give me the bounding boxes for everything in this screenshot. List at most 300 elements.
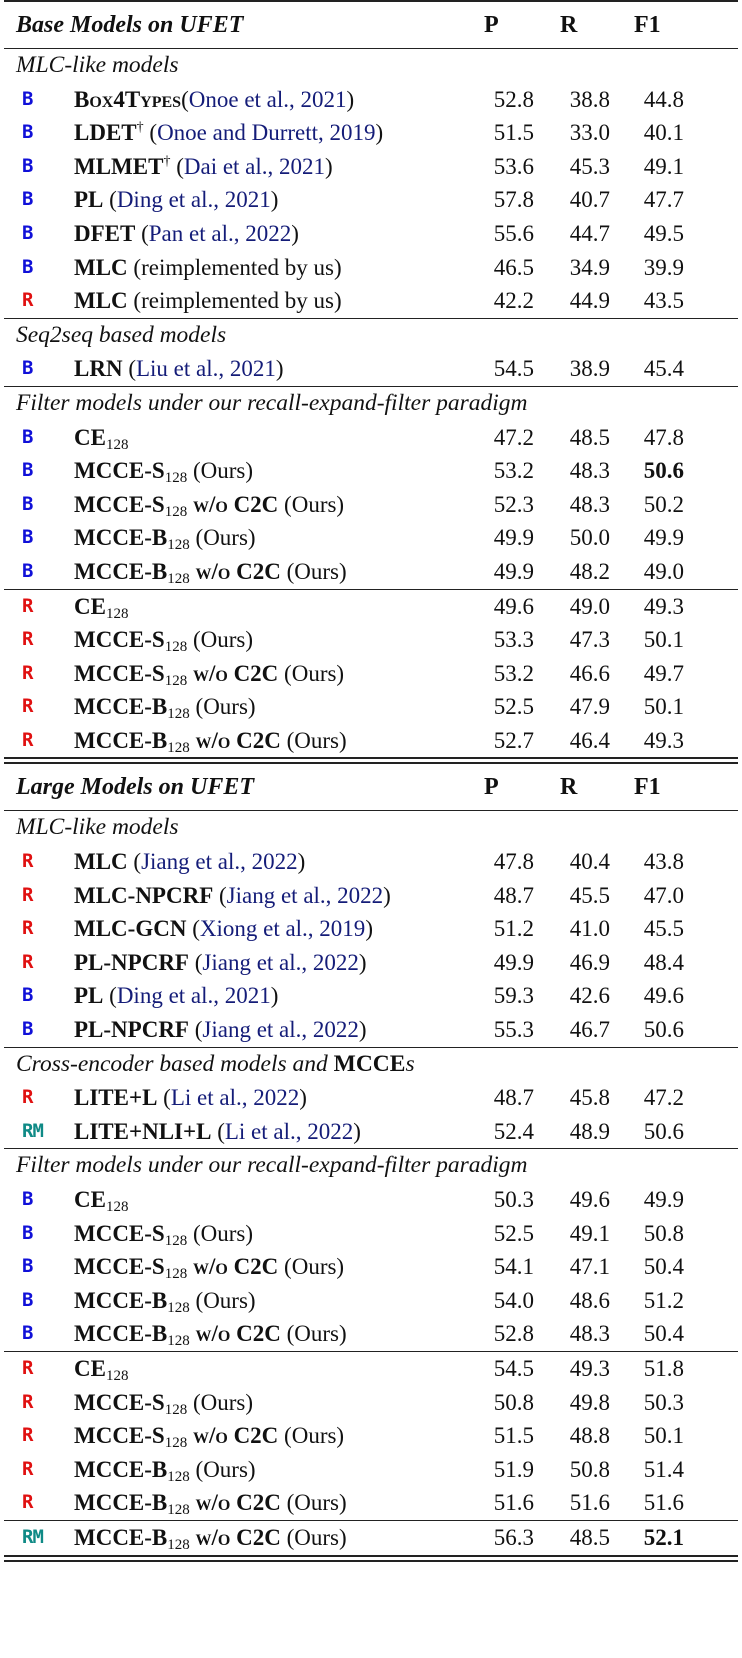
model-name-cell xyxy=(74,1419,344,1453)
column-header-p: P xyxy=(484,12,499,38)
f1-value: 51.4 xyxy=(643,1456,684,1482)
f1-value: 50.6 xyxy=(643,1017,684,1043)
f1-value: 50.3 xyxy=(643,1389,684,1415)
f1-value: 49.5 xyxy=(643,220,684,246)
section-label-text: Seq2seq based models xyxy=(16,321,227,348)
f1-value: 43.8 xyxy=(643,849,684,875)
backbone-tag: B xyxy=(22,357,33,380)
backbone-tag: R xyxy=(22,1086,33,1109)
model-name: PL xyxy=(74,983,104,1009)
results-table xyxy=(4,0,738,1562)
model-subscript: 128 xyxy=(105,436,129,453)
f1-value: 51.8 xyxy=(643,1355,684,1381)
precision-value: 53.2 xyxy=(493,660,534,686)
backbone-tag: B xyxy=(22,87,33,110)
model-name: MCCE-S xyxy=(74,627,165,653)
model-note: (reimplemented by us) xyxy=(133,254,342,280)
recall-value: 51.6 xyxy=(569,1490,610,1516)
model-name: LRN xyxy=(74,356,123,382)
table-row xyxy=(4,183,738,217)
model-name: CE xyxy=(74,1187,106,1212)
recall-value: 47.3 xyxy=(569,627,610,653)
model-name: PL xyxy=(74,187,104,213)
model-note: (Ours) xyxy=(192,458,254,484)
model-name-cell xyxy=(74,284,342,318)
model-name-cell xyxy=(74,1352,128,1386)
f1-value: 51.2 xyxy=(643,1287,684,1313)
table-row xyxy=(4,590,738,624)
model-name: MCCE-S xyxy=(74,660,165,686)
model-subscript: 128 xyxy=(167,1536,190,1553)
recall-value: 45.3 xyxy=(569,153,610,179)
backbone-tag: R xyxy=(22,917,33,940)
precision-value: 49.9 xyxy=(493,558,534,584)
recall-value: 48.5 xyxy=(569,424,610,450)
table-row xyxy=(4,284,738,318)
f1-value: 52.1 xyxy=(643,1524,684,1550)
precision-value: 52.5 xyxy=(493,1220,534,1246)
precision-value: 46.5 xyxy=(493,254,534,280)
model-note: (Ours) xyxy=(286,1321,347,1347)
backbone-tag: B xyxy=(22,1188,33,1210)
model-name-cell xyxy=(74,1217,253,1251)
model-name: LITE+L xyxy=(74,1085,158,1111)
section-label xyxy=(4,1048,738,1082)
model-name: MLC-GCN xyxy=(74,916,187,942)
backbone-tag: B xyxy=(22,425,33,448)
recall-value: 40.7 xyxy=(569,187,610,213)
column-header-f1: F1 xyxy=(634,12,661,38)
ablation-label: w/o C2C xyxy=(195,1490,281,1516)
section-label-text: Filter models under our recall-expand-filter paradigm xyxy=(16,389,528,416)
table-row xyxy=(4,1521,738,1555)
model-name-cell xyxy=(74,657,344,691)
section-label xyxy=(4,1149,738,1183)
backbone-tag: RM xyxy=(22,1119,43,1142)
model-name-cell xyxy=(74,590,128,624)
model-name: MCCE-B xyxy=(74,558,168,584)
model-name-cell: MLC-NPCRF (Jiang et al., 2022) xyxy=(74,882,391,908)
model-name-cell: LITE+NLI+L (Li et al., 2022) xyxy=(74,1118,361,1144)
model-name-cell xyxy=(74,690,256,724)
precision-value: 55.3 xyxy=(493,1017,534,1043)
table-row xyxy=(4,946,738,980)
recall-value: 50.8 xyxy=(569,1456,610,1482)
precision-value: 47.8 xyxy=(493,849,534,875)
model-subscript: 128 xyxy=(167,739,190,756)
backbone-tag: B xyxy=(22,121,33,144)
model-subscript: 128 xyxy=(164,1266,188,1283)
table-row xyxy=(4,454,738,488)
model-name-cell xyxy=(74,1521,347,1555)
ablation-label: w/o C2C xyxy=(195,1524,281,1550)
model-name-cell: PL-NPCRF (Jiang et al., 2022) xyxy=(74,1017,367,1043)
model-subscript: 128 xyxy=(167,1468,190,1485)
f1-value: 45.5 xyxy=(643,916,684,942)
precision-value: 52.3 xyxy=(493,491,534,517)
f1-value: 51.6 xyxy=(643,1490,684,1516)
f1-value: 49.7 xyxy=(643,660,684,686)
recall-value: 48.3 xyxy=(569,458,610,484)
backbone-tag: R xyxy=(22,883,33,906)
table-row xyxy=(4,116,738,150)
model-name-cell: PL-NPCRF (Jiang et al., 2022) xyxy=(74,949,367,975)
model-subscript: 128 xyxy=(105,1199,129,1215)
model-name-cell xyxy=(74,1250,344,1284)
citation-link[interactable]: Jiang et al., 2022 xyxy=(141,849,298,875)
table-row xyxy=(4,217,738,251)
model-name-cell: PL (Ding et al., 2021) xyxy=(74,983,279,1009)
recall-value: 49.3 xyxy=(569,1355,610,1381)
model-name-cell xyxy=(74,1386,253,1420)
model-name-cell xyxy=(74,1284,256,1318)
backbone-tag: B xyxy=(22,1322,33,1345)
f1-value: 45.4 xyxy=(643,356,684,382)
f1-value: 49.0 xyxy=(643,558,684,584)
base-header-row xyxy=(4,2,738,48)
model-name: Box4Types xyxy=(74,86,182,112)
model-name: CE xyxy=(74,424,106,450)
recall-value: 46.4 xyxy=(569,727,610,753)
double-rule xyxy=(4,1555,738,1562)
backbone-tag: B xyxy=(22,1255,33,1278)
double-rule xyxy=(4,757,738,764)
model-name: LDET xyxy=(74,120,137,146)
precision-value: 55.6 xyxy=(493,220,534,246)
model-name: MCCE-B xyxy=(74,1490,168,1516)
model-subscript: 128 xyxy=(164,639,188,656)
column-header-r: R xyxy=(560,774,578,801)
model-name-cell: PL (Ding et al., 2021) xyxy=(74,187,279,213)
model-name-cell: LRN (Liu et al., 2021) xyxy=(74,356,284,382)
model-note: (Ours) xyxy=(192,1389,254,1415)
precision-value: 51.2 xyxy=(493,916,534,942)
citation-link[interactable]: Li et al., 2022 xyxy=(170,1085,300,1111)
table-row xyxy=(4,1419,738,1453)
dagger-mark: † xyxy=(136,120,144,136)
precision-value: 52.8 xyxy=(493,1321,534,1347)
citation-link[interactable]: Jiang et al., 2022 xyxy=(226,882,384,908)
table-row xyxy=(4,1453,738,1487)
table-row xyxy=(4,1013,738,1047)
recall-value: 38.8 xyxy=(569,86,610,112)
precision-value: 49.9 xyxy=(493,525,534,551)
recall-value: 33.0 xyxy=(569,120,610,146)
model-name: MLC xyxy=(74,254,128,280)
citation-link[interactable]: Jiang et al., 2022 xyxy=(202,1017,359,1043)
backbone-tag: RM xyxy=(22,1525,43,1548)
model-name: PL-NPCRF xyxy=(74,949,189,975)
model-name-cell xyxy=(74,251,342,285)
section-label-text: MLC-like models xyxy=(16,52,179,78)
table-row xyxy=(4,845,738,879)
section-label xyxy=(4,387,738,421)
table-row xyxy=(4,1115,738,1149)
f1-value: 50.2 xyxy=(643,491,684,517)
ablation-label: w/o C2C xyxy=(192,660,279,686)
recall-value: 50.0 xyxy=(569,525,610,551)
model-subscript: 128 xyxy=(105,1367,129,1384)
citation-link[interactable]: Dai et al., 2021 xyxy=(183,153,326,179)
ablation-label: w/o C2C xyxy=(195,727,281,753)
model-name-cell xyxy=(74,623,253,657)
model-name: MCCE-S xyxy=(74,1423,165,1449)
f1-value: 47.8 xyxy=(643,424,684,450)
model-subscript: 128 xyxy=(167,1299,190,1316)
table-row xyxy=(4,1386,738,1420)
model-name-cell: LITE+L (Li et al., 2022) xyxy=(74,1085,307,1111)
precision-value: 53.3 xyxy=(493,627,534,653)
model-name: DFET xyxy=(74,220,136,246)
citation-link[interactable]: Ding et al., 2021 xyxy=(116,187,271,213)
ablation-label: w/o C2C xyxy=(195,558,281,584)
model-name-cell xyxy=(74,724,347,758)
model-name: MCCE-S xyxy=(74,1220,165,1246)
citation-link[interactable]: Pan et al., 2022 xyxy=(148,220,292,246)
backbone-tag: B xyxy=(22,1018,33,1041)
section-label-tail: s xyxy=(405,1050,415,1077)
f1-value: 49.3 xyxy=(643,593,684,619)
backbone-tag: B xyxy=(22,221,33,244)
table-row xyxy=(4,521,738,555)
backbone-tag: R xyxy=(22,289,33,312)
column-header-p: P xyxy=(484,774,499,801)
model-name: MCCE-B xyxy=(74,1524,168,1550)
f1-value: 47.2 xyxy=(643,1085,684,1111)
section-label-text: MLC-like models xyxy=(16,814,179,841)
model-name-cell: MLC-GCN (Xiong et al., 2019) xyxy=(74,916,373,942)
model-note: (Ours) xyxy=(192,1220,254,1246)
backbone-tag: R xyxy=(22,695,33,718)
precision-value: 52.8 xyxy=(493,86,534,112)
f1-value: 50.1 xyxy=(643,627,684,653)
f1-value: 50.6 xyxy=(643,1118,684,1144)
model-name-cell xyxy=(74,1486,347,1520)
model-note: (Ours) xyxy=(286,1490,347,1516)
table-row xyxy=(4,1352,738,1386)
precision-value: 51.9 xyxy=(493,1456,534,1482)
citation-link[interactable]: Liu et al., 2021 xyxy=(135,356,276,382)
table-row xyxy=(4,1317,738,1351)
ablation-label: w/o C2C xyxy=(192,1423,279,1449)
section-label xyxy=(4,811,738,845)
column-header-r: R xyxy=(560,12,578,38)
table-row xyxy=(4,150,738,184)
table-row xyxy=(4,1250,738,1284)
column-header-f1: F1 xyxy=(634,774,661,801)
f1-value: 50.8 xyxy=(643,1220,684,1246)
model-name: MCCE-S xyxy=(74,1254,165,1280)
table-row xyxy=(4,879,738,913)
model-note: (Ours) xyxy=(286,558,347,584)
f1-value: 44.8 xyxy=(643,86,684,112)
model-name: CE xyxy=(74,1355,106,1381)
citation-link[interactable]: Onoe et al., 2021 xyxy=(188,86,347,112)
model-note: (Ours) xyxy=(192,627,254,653)
f1-value: 43.5 xyxy=(643,288,684,314)
table-row xyxy=(4,724,738,758)
recall-value: 49.0 xyxy=(569,593,610,619)
model-name: MCCE-B xyxy=(74,525,168,551)
model-name: MCCE-B xyxy=(74,1287,168,1313)
table-row xyxy=(4,1217,738,1251)
backbone-tag: R xyxy=(22,594,33,617)
backbone-tag: B xyxy=(22,188,33,211)
block-title: Base Models on UFET xyxy=(16,12,244,38)
recall-value: 46.9 xyxy=(569,949,610,975)
model-subscript: 128 xyxy=(164,470,188,487)
table-row xyxy=(4,979,738,1013)
large-header-row xyxy=(4,764,738,810)
model-name-cell xyxy=(74,1453,256,1487)
table-row xyxy=(4,1486,738,1520)
table-row xyxy=(4,488,738,522)
recall-value: 45.5 xyxy=(569,882,610,908)
citation-link[interactable]: Ding et al., 2021 xyxy=(116,983,271,1009)
backbone-tag: R xyxy=(22,728,33,751)
f1-value: 50.1 xyxy=(643,1423,684,1449)
model-name-cell xyxy=(74,421,128,455)
precision-value: 51.5 xyxy=(493,1423,534,1449)
model-subscript: 128 xyxy=(164,1401,188,1418)
recall-value: 44.9 xyxy=(569,288,610,314)
table-row xyxy=(4,251,738,285)
model-subscript: 128 xyxy=(167,1502,190,1519)
recall-value: 46.6 xyxy=(569,660,610,686)
f1-value: 49.3 xyxy=(643,727,684,753)
table-row xyxy=(4,1183,738,1217)
ablation-label: w/o C2C xyxy=(192,491,279,517)
model-name: MCCE-B xyxy=(74,727,168,753)
model-name-cell xyxy=(74,555,347,589)
precision-value: 53.6 xyxy=(493,153,534,179)
precision-value: 42.2 xyxy=(493,288,534,314)
recall-value: 48.3 xyxy=(569,491,610,517)
table-row xyxy=(4,912,738,946)
f1-value: 50.6 xyxy=(643,458,684,484)
model-name: MCCE-B xyxy=(74,1456,168,1482)
precision-value: 54.5 xyxy=(493,356,534,382)
recall-value: 48.8 xyxy=(569,1423,610,1449)
model-name: MLMET xyxy=(74,153,164,179)
citation-link[interactable]: Li et al., 2022 xyxy=(224,1118,354,1144)
model-name-cell: MLMET† (Dai et al., 2021) xyxy=(74,153,333,179)
f1-value: 49.9 xyxy=(643,1187,684,1212)
f1-value: 49.6 xyxy=(643,983,684,1009)
precision-value: 49.9 xyxy=(493,949,534,975)
recall-value: 48.2 xyxy=(569,558,610,584)
backbone-tag: R xyxy=(22,661,33,684)
model-name: MCCE-S xyxy=(74,458,165,484)
backbone-tag: B xyxy=(22,154,33,177)
precision-value: 49.6 xyxy=(493,593,534,619)
model-name-cell: Box4Types(Onoe et al., 2021) xyxy=(74,86,355,112)
precision-value: 52.7 xyxy=(493,727,534,753)
dagger-mark: † xyxy=(163,153,171,169)
model-name-cell xyxy=(74,1183,128,1217)
model-name-cell xyxy=(74,521,256,555)
backbone-tag: R xyxy=(22,850,33,873)
citation-link[interactable]: Onoe and Durrett, 2019 xyxy=(157,120,376,146)
precision-value: 48.7 xyxy=(493,882,534,908)
model-name: MCCE-B xyxy=(74,1321,168,1347)
ablation-label: w/o C2C xyxy=(195,1321,281,1347)
recall-value: 41.0 xyxy=(569,916,610,942)
backbone-tag: B xyxy=(22,459,33,482)
model-subscript: 128 xyxy=(105,605,129,622)
precision-value: 54.5 xyxy=(493,1355,534,1381)
model-note: (Ours) xyxy=(284,660,345,686)
backbone-tag: R xyxy=(22,1424,33,1447)
recall-value: 47.9 xyxy=(569,694,610,720)
backbone-tag: R xyxy=(22,950,33,973)
f1-value: 50.4 xyxy=(643,1321,684,1347)
table-row xyxy=(4,657,738,691)
backbone-tag: B xyxy=(22,526,33,549)
citation-link[interactable]: Xiong et al., 2019 xyxy=(199,916,366,942)
section-label xyxy=(4,319,738,353)
recall-value: 49.8 xyxy=(569,1389,610,1415)
block-title: Large Models on UFET xyxy=(16,774,255,801)
precision-value: 56.3 xyxy=(493,1524,534,1550)
model-name-cell: LDET† (Onoe and Durrett, 2019) xyxy=(74,120,384,146)
model-name: LITE+NLI+L xyxy=(74,1118,212,1144)
section-label-text: Cross-encoder based models and xyxy=(16,1050,334,1077)
f1-value: 40.1 xyxy=(643,120,684,146)
f1-value: 50.1 xyxy=(643,694,684,720)
citation-link[interactable]: Jiang et al., 2022 xyxy=(202,949,359,975)
model-subscript: 128 xyxy=(164,1232,188,1249)
backbone-tag: B xyxy=(22,255,33,278)
model-name: MCCE-B xyxy=(74,694,168,720)
table-row xyxy=(4,352,738,386)
table-row xyxy=(4,1284,738,1318)
model-name-cell: DFET (Pan et al., 2022) xyxy=(74,220,299,246)
precision-value: 50.8 xyxy=(493,1389,534,1415)
model-subscript: 128 xyxy=(167,1333,190,1350)
model-note: (Ours) xyxy=(286,727,347,753)
model-subscript: 128 xyxy=(164,1435,188,1452)
precision-value: 52.5 xyxy=(493,694,534,720)
recall-value: 48.5 xyxy=(569,1524,610,1550)
recall-value: 48.3 xyxy=(569,1321,610,1347)
model-name: MCCE-S xyxy=(74,1389,165,1415)
backbone-tag: B xyxy=(22,1288,33,1311)
precision-value: 51.5 xyxy=(493,120,534,146)
model-note: (Ours) xyxy=(284,1423,345,1449)
f1-value: 39.9 xyxy=(643,254,684,280)
f1-value: 48.4 xyxy=(643,949,684,975)
section-label-text: Filter models under our recall-expand-filter paradigm xyxy=(16,1152,528,1179)
backbone-tag: R xyxy=(22,1390,33,1413)
recall-value: 49.6 xyxy=(569,1187,610,1212)
model-note: (Ours) xyxy=(284,1254,345,1280)
model-name: MLC xyxy=(74,288,128,314)
precision-value: 57.8 xyxy=(493,187,534,213)
recall-value: 42.6 xyxy=(569,983,610,1009)
model-name: MLC xyxy=(74,849,128,875)
model-note: (Ours) xyxy=(286,1524,347,1550)
model-name: MLC-NPCRF xyxy=(74,882,214,908)
model-note: (reimplemented by us) xyxy=(133,288,342,314)
model-name: PL-NPCRF xyxy=(74,1017,189,1043)
model-name-cell xyxy=(74,488,344,522)
backbone-tag: B xyxy=(22,984,33,1007)
f1-value: 47.0 xyxy=(643,882,684,908)
f1-value: 50.4 xyxy=(643,1254,684,1280)
table-row xyxy=(4,555,738,589)
recall-value: 46.7 xyxy=(569,1017,610,1043)
